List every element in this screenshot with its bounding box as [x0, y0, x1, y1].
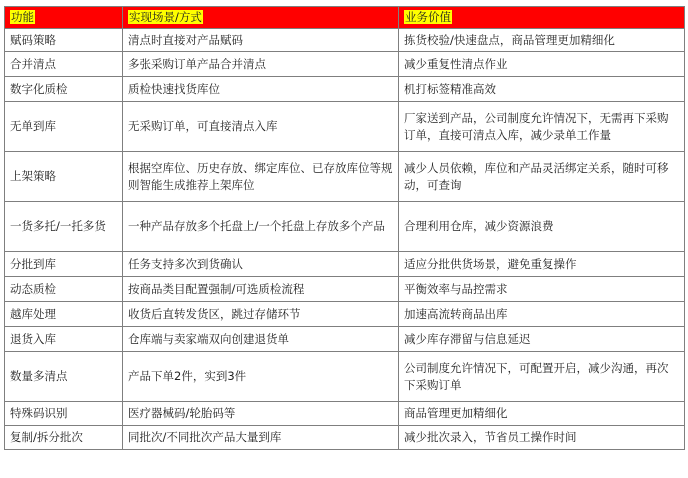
feature-cell: 一货多托/一托多货: [5, 202, 123, 252]
feature-cell: 动态质检: [5, 277, 123, 302]
feature-cell: 特殊码识别: [5, 402, 123, 426]
scenario-cell: 质检快速找货库位: [123, 77, 399, 102]
scenario-cell: 同批次/不同批次产品大量到库: [123, 426, 399, 450]
table-row: [5, 202, 685, 252]
value-cell: 厂家送到产品，公司制度允许情况下，无需再下采购订单，直接可清点入库，减少录单工作量: [399, 102, 685, 152]
scenario-cell: 产品下单2件，实到3件: [123, 352, 399, 402]
value-cell: 公司制度允许情况下，可配置开启，减少沟通，再次下采购订单: [399, 352, 685, 402]
scenario-cell: 根据空库位、历史存放、绑定库位、已存放库位等规则智能生成推荐上架库位: [123, 152, 399, 202]
header-value: 业务价值: [399, 7, 685, 29]
table-row: [5, 402, 685, 426]
scenario-cell: 清点时直接对产品赋码: [123, 29, 399, 52]
feature-cell: 退货入库: [5, 327, 123, 352]
value-cell: 拣货校验/快速盘点，商品管理更加精细化: [399, 29, 685, 52]
feature-cell: 赋码策略: [5, 29, 123, 52]
feature-cell: 数字化质检: [5, 77, 123, 102]
scenario-cell: 按商品类目配置强制/可选质检流程: [123, 277, 399, 302]
table-row: [5, 252, 685, 277]
table-row: [5, 29, 685, 52]
scenario-cell: 仓库端与卖家端双向创建退货单: [123, 327, 399, 352]
value-cell: 减少重复性清点作业: [399, 52, 685, 77]
table-row: [5, 426, 685, 450]
scenario-cell: 任务支持多次到货确认: [123, 252, 399, 277]
feature-cell: 合并清点: [5, 52, 123, 77]
feature-cell: 复制/拆分批次: [5, 426, 123, 450]
feature-table: [4, 6, 685, 450]
value-cell: 平衡效率与品控需求: [399, 277, 685, 302]
table-row: [5, 277, 685, 302]
value-cell: 适应分批供货场景，避免重复操作: [399, 252, 685, 277]
value-cell: 减少库存滞留与信息延迟: [399, 327, 685, 352]
feature-cell: 越库处理: [5, 302, 123, 327]
scenario-cell: 一种产品存放多个托盘上/一个托盘上存放多个产品: [123, 202, 399, 252]
value-cell: 合理利用仓库，减少资源浪费: [399, 202, 685, 252]
feature-cell: 分批到库: [5, 252, 123, 277]
scenario-cell: 无采购订单，可直接清点入库: [123, 102, 399, 152]
value-cell: 机打标签精准高效: [399, 77, 685, 102]
table-row: [5, 152, 685, 202]
scenario-cell: 收货后直转发货区，跳过存储环节: [123, 302, 399, 327]
header-feature: 功能: [5, 7, 123, 29]
feature-cell: 数量多清点: [5, 352, 123, 402]
value-cell: 减少批次录入，节省员工操作时间: [399, 426, 685, 450]
table-row: [5, 77, 685, 102]
value-cell: 减少人员依赖，库位和产品灵活绑定关系，随时可移动，可查询: [399, 152, 685, 202]
header-row: [5, 7, 685, 29]
header-scenario: 实现场景/方式: [123, 7, 399, 29]
table-row: [5, 302, 685, 327]
table-row: [5, 52, 685, 77]
scenario-cell: 医疗器械码/轮胎码等: [123, 402, 399, 426]
value-cell: 加速高流转商品出库: [399, 302, 685, 327]
table-row: [5, 327, 685, 352]
scenario-cell: 多张采购订单产品合并清点: [123, 52, 399, 77]
value-cell: 商品管理更加精细化: [399, 402, 685, 426]
table-row: [5, 102, 685, 152]
feature-cell: 上架策略: [5, 152, 123, 202]
feature-cell: 无单到库: [5, 102, 123, 152]
table-row: [5, 352, 685, 402]
